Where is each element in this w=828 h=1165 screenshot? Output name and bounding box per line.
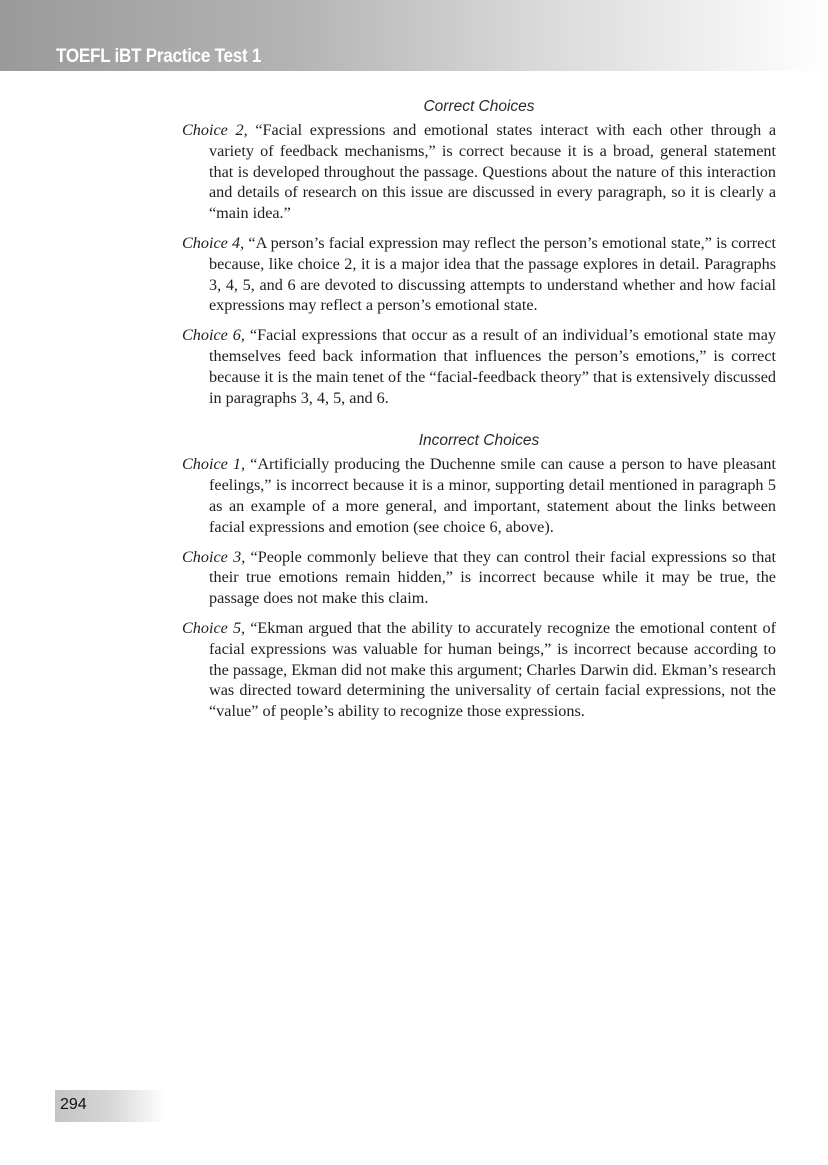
choice-label: Choice 6, (182, 326, 245, 345)
choice-text: “People commonly believe that they can control their facial expressions so that their true emotions remain hidden,” is incorrect because while it may be true, the passage does not make this claim. (209, 547, 776, 608)
incorrect-choice-3 (182, 547, 776, 609)
choice-text: “Facial expressions that occur as a result of an individual’s emotional state may themselves feed back information that influences the person’s emotions,” is correct because it is the main tenet of the “facial-feedback theory” that is extensively discussed in paragraphs 3, 4, 5, and 6. (209, 326, 777, 407)
running-header-title: TOEFL iBT Practice Test 1 (56, 46, 262, 67)
answer-explanation-content (182, 96, 776, 731)
choice-label: Choice 5, (182, 618, 246, 637)
incorrect-choice-1 (182, 454, 776, 537)
correct-choice-4 (182, 233, 776, 316)
choice-label: Choice 2, (182, 121, 248, 139)
incorrect-choices-heading: Incorrect Choices (418, 432, 540, 450)
choice-label: Choice 4, (182, 233, 245, 252)
choice-text: “Facial expressions and emotional states interact with each other through a variety of feedback mechanisms,” is correct because it is a broad, general statement that is developed throughout the passage. Questions about the nature of this interaction and details of research on this issue are discussed in every paragraph, so it is clearly a “main idea.” (209, 121, 777, 223)
choice-text: “A person’s facial expression may reflect the person’s emotional state,” is correct because, like choice 2, it is a major idea that the passage explores in detail. Paragraphs 3, 4, 5, and 6 are devoted to discussing attempts to understand whether and how facial expressions may reflect a person’s emotional state. (209, 233, 777, 315)
correct-choices-heading: Correct Choices (423, 98, 535, 115)
incorrect-choice-5 (182, 618, 776, 722)
choice-text: “Ekman argued that the ability to accurately recognize the emotional content of facial expressions was valuable for human beings,” is incorrect because according to the passage, Ekman did not make this argument; Charles Darwin did. Ekman’s research was directed toward determining the universality of certain facial expressions, not the “value” of people’s ability to recognize those expressions. (209, 618, 777, 721)
choice-text: “Artificially producing the Duchenne smile can cause a person to have pleasant feelings,” is incorrect because it is a minor, supporting detail mentioned in paragraph 5 as an example of a more general, and important, statement about the links between facial expressions and emotion (see choice 6, above). (209, 455, 776, 536)
choice-label: Choice 1, (182, 455, 246, 474)
correct-choice-2 (182, 120, 776, 224)
choice-label: Choice 3, (182, 547, 246, 566)
page-number: 294 (60, 1096, 87, 1113)
correct-choice-6 (182, 325, 776, 408)
